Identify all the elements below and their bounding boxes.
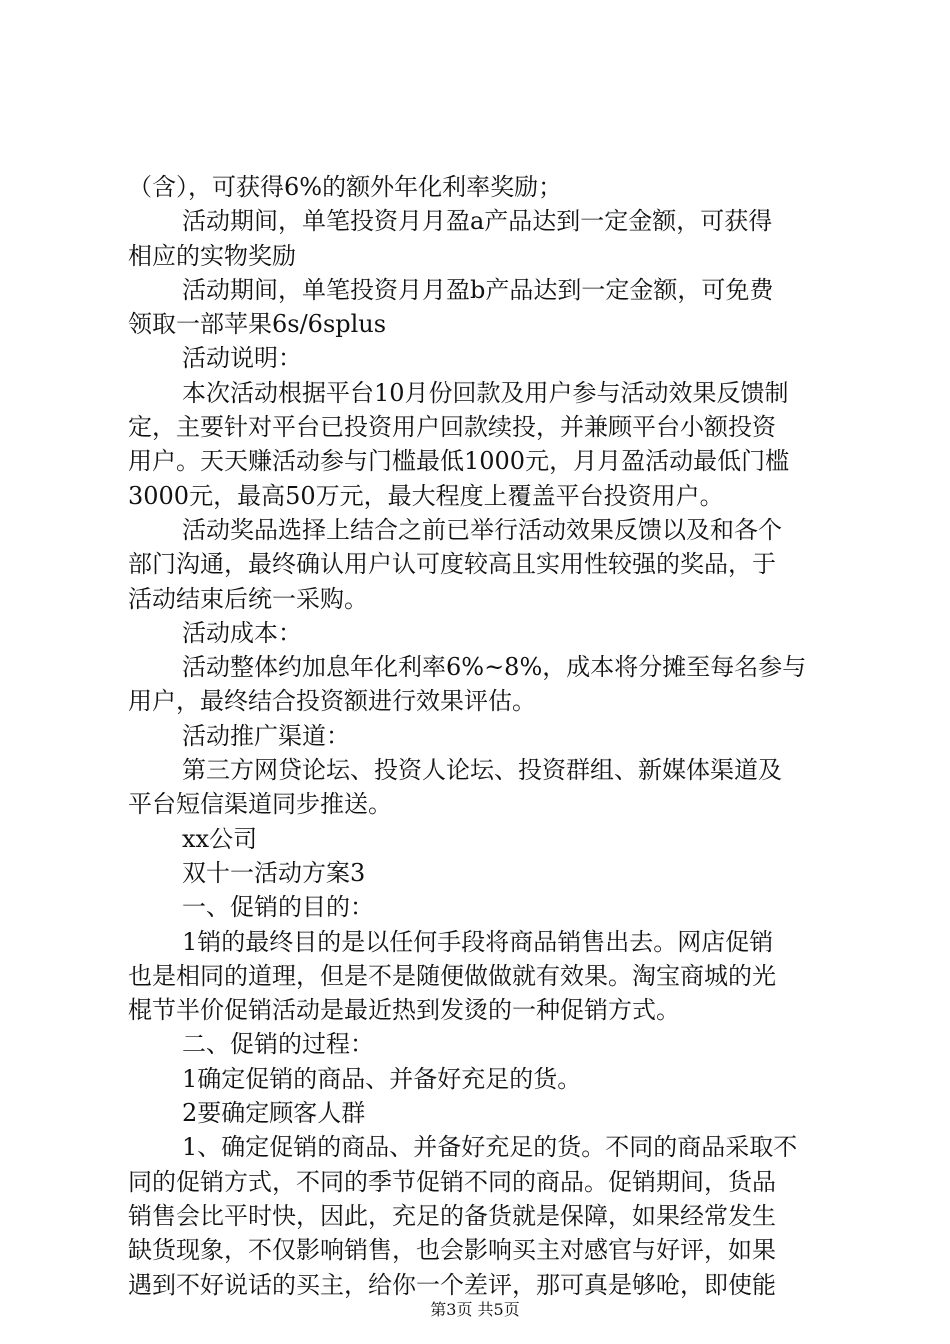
text-line: 活动奖品选择上结合之前已举行活动效果反馈以及和各个 (182, 515, 782, 544)
text-line: 活动说明： (182, 344, 302, 373)
text-line: 1、确定促销的商品、并备好充足的货。不同的商品采取不 (182, 1133, 798, 1162)
text-line: xx公司 (182, 824, 258, 853)
text-line: 销售会比平时快，因此，充足的备货就是保障，如果经常发生 (128, 1201, 776, 1230)
text-line: 1销的最终目的是以任何手段将商品销售出去。网店促销 (182, 927, 774, 956)
text-line: 平台短信渠道同步推送。 (128, 790, 392, 819)
text-line: 领取一部苹果6s/6splus (128, 310, 387, 339)
document-body (128, 170, 838, 1302)
text-line: 相应的实物奖励 (128, 241, 296, 270)
text-line: 双十一活动方案3 (182, 858, 366, 887)
text-line: 活动结束后统一采购。 (128, 584, 368, 613)
text-line: 二、促销的过程： (182, 1030, 374, 1059)
text-line: 棍节半价促销活动是最近热到发烫的一种促销方式。 (128, 996, 680, 1025)
page-footer: 第3页 共5页 (430, 1300, 520, 1319)
text-line: 活动期间，单笔投资月月盈a产品达到一定金额，可获得 (182, 207, 773, 236)
text-line: 活动整体约加息年化利率6%~8%，成本将分摊至每名参与 (182, 653, 807, 682)
text-line: （含），可获得6%的额外年化利率奖励； (128, 173, 563, 201)
text-line: 活动成本： (182, 618, 302, 647)
text-line: 缺货现象，不仅影响销售，也会影响买主对感官与好评，如果 (128, 1236, 776, 1265)
text-line: 活动期间，单笔投资月月盈b产品达到一定金额，可免费 (182, 275, 774, 304)
text-line: 2要确定顾客人群 (182, 1099, 366, 1128)
text-line: 3000元，最高50万元，最大程度上覆盖平台投资用户。 (128, 481, 724, 510)
text-line: 活动推广渠道： (182, 721, 350, 750)
text-line: 一、促销的目的： (182, 893, 374, 922)
text-line: 同的促销方式，不同的季节促销不同的商品。促销期间，货品 (128, 1167, 776, 1196)
text-line: 定，主要针对平台已投资用户回款续投，并兼顾平台小额投资 (128, 413, 776, 442)
text-line: 第三方网贷论坛、投资人论坛、投资群组、新媒体渠道及 (182, 756, 782, 785)
text-line: 部门沟通，最终确认用户认可度较高且实用性较强的奖品，于 (128, 550, 776, 579)
text-line: 用户。天天赚活动参与门槛最低1000元，月月盈活动最低门槛 (128, 447, 790, 476)
text-line: 遇到不好说话的买主，给你一个差评，那可真是够呛，即使能 (128, 1270, 776, 1299)
text-line: 也是相同的道理，但是不是随便做做就有效果。淘宝商城的光 (128, 961, 776, 990)
text-line: 用户，最终结合投资额进行效果评估。 (128, 687, 536, 716)
text-line: 1确定促销的商品、并备好充足的货。 (182, 1064, 582, 1093)
text-line: 本次活动根据平台10月份回款及用户参与活动效果反馈制 (182, 378, 789, 407)
